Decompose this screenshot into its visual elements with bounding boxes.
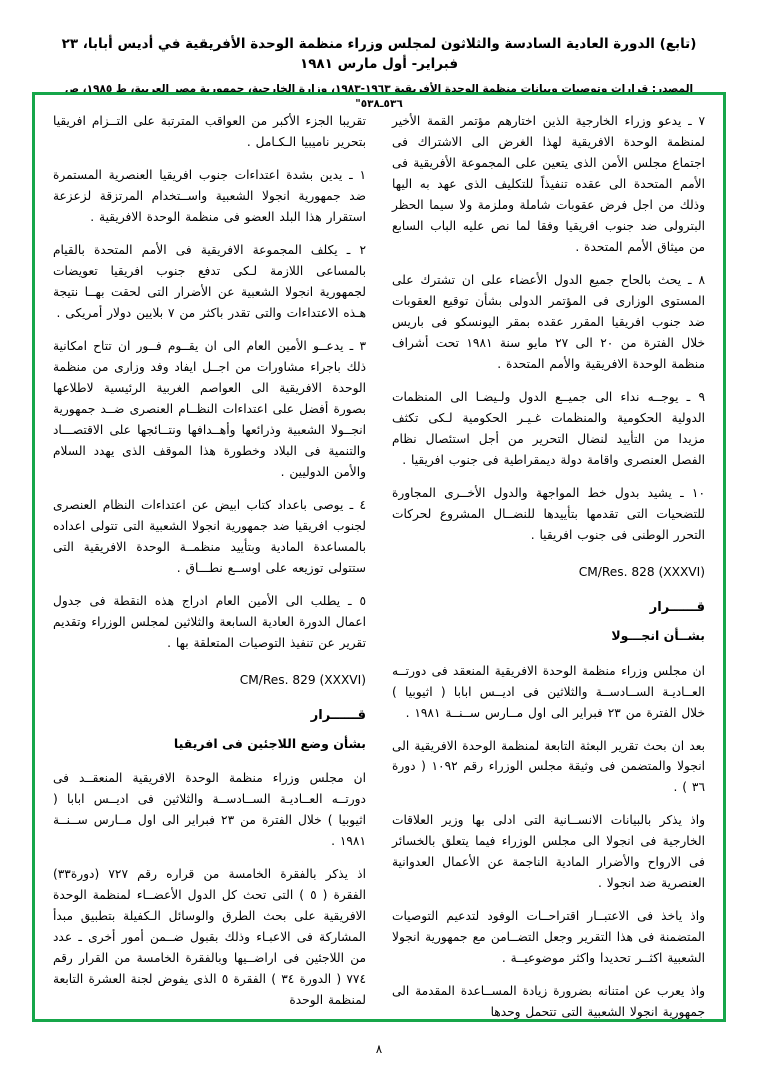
header-source: المصدر: قرارات وتوصيات وبيانات منظمة الوحدة الأفريقية ١٩٦٣-١٩٨٣، وزارة الخارجية، جمهورية مصر العربية، ط ١٩٨٥، ص ٥٣٦ـ٥٣٨" xyxy=(64,82,694,111)
paragraph: واذ يعرب عن امتنانه بضرورة زيادة المســاعدة المقدمة الى جمهورية انجولا الشعبية التى تتحمل وحدها xyxy=(392,984,705,1020)
paragraph: بعد ان بحث تقرير البعثة التابعة لمنظمة الوحدة الافريقية الى انجولا والمتضمن فى وثيقة مجلس الوزراء رقم ١٠٩٢ ( دورة ٣٦ ) . xyxy=(392,738,705,795)
paragraph: ٩ ـ يوجــه نداء الى جميــع الدول ولـيضـا الى المنظمات الدولية الحكومية والمنظمات غـيـر الحكومية لـكى تكثف مزيدا من التأييد لنضال التحرير من أجل استئصال نظام الفصل العنصرى واقامة دولة ديمقراطية فى جنوب افريقيا . xyxy=(392,389,705,467)
resolution-code: CM/Res. 829 (XXXVI) xyxy=(239,672,366,687)
resolution-subtitle: بشــأن انجـــولا xyxy=(611,628,705,644)
resolution-title: قــــــرار xyxy=(649,599,705,615)
paragraph: واذ ياخذ فى الاعتبــار اقتراحــات الوفود لتدعيم التوصيات المتضمنة فى هذا التقرير وجعل التضــامن مع جمهورية انجولا الشعبية اكثــر تحديدا واكثر موضوعيــة . xyxy=(392,909,705,966)
resolution-code: CM/Res. 828 (XXXVI) xyxy=(578,564,705,579)
header-title: (تابع) الدورة العادية السادسة والثلاثون لمجلس وزراء منظمة الوحدة الأفريقية في أديس أبابا، ٢٣ فبراير- أول مارس ١٩٨١ xyxy=(61,36,697,73)
column-left xyxy=(53,111,366,1008)
paragraph: ان مجلس وزراء منظمة الوحدة الافريقية المنعقــد فى دورتــه العــاديـة الســادســة والثلاثين فى اديــس ابابا ( اثيوبيا ) خلال الفترة من ٢٣ فبراير الى اول مــارس ســنــة ١٩٨١ . xyxy=(53,771,366,849)
resolution-subtitle: بشأن وضع اللاجئين فى افريقيا xyxy=(173,735,366,751)
two-column-body xyxy=(35,95,723,1019)
paragraph: ١٠ ـ يشيد بدول خط المواجهة والدول الأخــرى المجاورة للتضحيات التى تقدمها بتأييدها للنضــال المشروع لحركات التحرر الوطنى فى جنوب افريقيا . xyxy=(392,485,705,542)
paragraph: تقريبا الجزء الأكبر من العواقب المترتبة على التــزام افريقيا بتحرير ناميبيا الـكـامل . xyxy=(53,114,366,149)
paragraph: ان مجلس وزراء منظمة الوحدة الافريقية المنعقد فى دورتــه العــاديـة الســادســة والثلاثين فى اديــس ابابا ( اثيوبيا ) خلال الفترة من ٢٣ فبراير الى اول مــارس ســنــة ١٩٨١ . xyxy=(392,663,705,720)
paragraph: واذ يذكر بالبيانات الانســانية التى ادلى بها وزير العلاقات الخارجية فى انجولا الى مجلس الوزراء فيما يتعلق بالخسائر فى الارواح والأضرار المادية الناجمة عن الأعمال العدوانية العنصرية ضد انجولا . xyxy=(392,813,705,891)
content-frame xyxy=(32,92,726,1022)
paragraph: ١ ـ يدين بشدة اعتداءات جنوب افريقيا العنصرية المستمرة ضد جمهورية انجولا الشعبية واســتخدام المرتزقة لزعزعة استقرار هذا البلد العضو فى منظمة الوحدة الافريقية . xyxy=(53,167,366,224)
resolution-title: قــــــرار xyxy=(310,707,366,723)
paragraph: ٣ ـ يدعــو الأمين العام الى ان يقــوم فــور ان تتاح امكانية ذلك باجراء مشاورات من اجــل ايفاد وفد وزارى من منظمة الوحدة الافريقية الى العواصم الغربية الرئيسية لاطلاعها بصورة أفضل على اعتداءات النظــام العنصرى ضــد جمهورية انجــولا الشعبية وذرائعها وأهــدافها ونتــائجها على الاقتصـــاد والتنمية فى البلاد وخطورة هذا الموقف الذى يهدد السلام والأمن الدوليين . xyxy=(53,338,366,479)
paragraph: ٢ ـ يكلف المجموعة الافريقية فى الأمم المتحدة بالقيام بالمساعى اللازمة لـكى تدفع جنوب افريقيا تعويضات لجمهورية انجولا الشعبية عن الأضرار التى لحقت بهــا نتيجة هـذه الاعتداءات والتى تقدر باكثر من ٧ بلايين دولار أمريكى . xyxy=(53,242,366,320)
paragraph: ٥ ـ يطلب الى الأمين العام ادراج هذه النقطة فى جدول اعمال الدورة العادية السابعة والثلاثين لمجلس الوزراء وتقديم تقرير عن تنفيذ التوصيات المتعلقة بها . xyxy=(53,593,366,650)
paragraph: ٨ ـ يحث بالحاح جميع الدول الأعضاء على ان تشترك على المستوى الوزارى فى المؤتمر الدولى بشأن توقيع العقوبات ضد جنوب افريقيا المقرر عقده بمقر اليونسكو فى باريس خلال الفترة من ٢٠ الى ٢٧ مايو سنة ١٩٨١ تحت أشراف منظمة الوحدة الافريقية والأمم المتحدة . xyxy=(392,272,705,371)
column-right xyxy=(392,111,705,1020)
paragraph: اذ يذكر بالفقرة الخامسة من قراره رقم ٧٢٧ (دورة٣٣) الفقرة ( ٥ ) التى تحث كل الدول الأعضــاء لمنظمة الوحدة الافريقية على بحث الطرق والوسائل الـكفيلة بتطبيق مبدأ المشاركة فى الاعبـاء وذلك بقبول ضــمن أمور أخرى ـ عدد من اللاجئين فى اراضــيها وبالفقرة الخامسة من القرار رقم ٧٧٤ ( الدورة ٣٤ ) الفقرة ٥ الذى يفوض لجنة العشرة التابعة لمنظمة الوحدة xyxy=(53,867,366,1008)
page-number: ٨ xyxy=(375,1042,383,1056)
paragraph: ٤ ـ يوصى باعداد كتاب ابيض عن اعتداءات النظام العنصرى لجنوب افريقيا ضد جمهورية انجولا الشعبية التى تتولى اعداده بالمساعدة المادية وبتأييد منظمــة الوحدة الافريقية التى ستتولى توزيعه على اوســع نطـــاق . xyxy=(53,497,366,575)
paragraph: ٧ ـ يدعو وزراء الخارجية الذين اختارهم مؤتمر القمة الأخير لمنظمة الوحدة الافريقية لهذا الغرض الى الاشتراك فى اجتماع مجلس الأمن الذى يتعين على المجموعة الأفريقية فى الأمم المتحدة الى عقده تنفيذاً للتكليف الذى عهد به اليها وذلك من اجل فرض عقوبات شاملة وملزمة ولا سيما الحظر البترولى ضد جنوب افريقيا وفقا لما نص عليه الباب السابع من ميثاق الأمم المتحدة . xyxy=(392,114,705,254)
